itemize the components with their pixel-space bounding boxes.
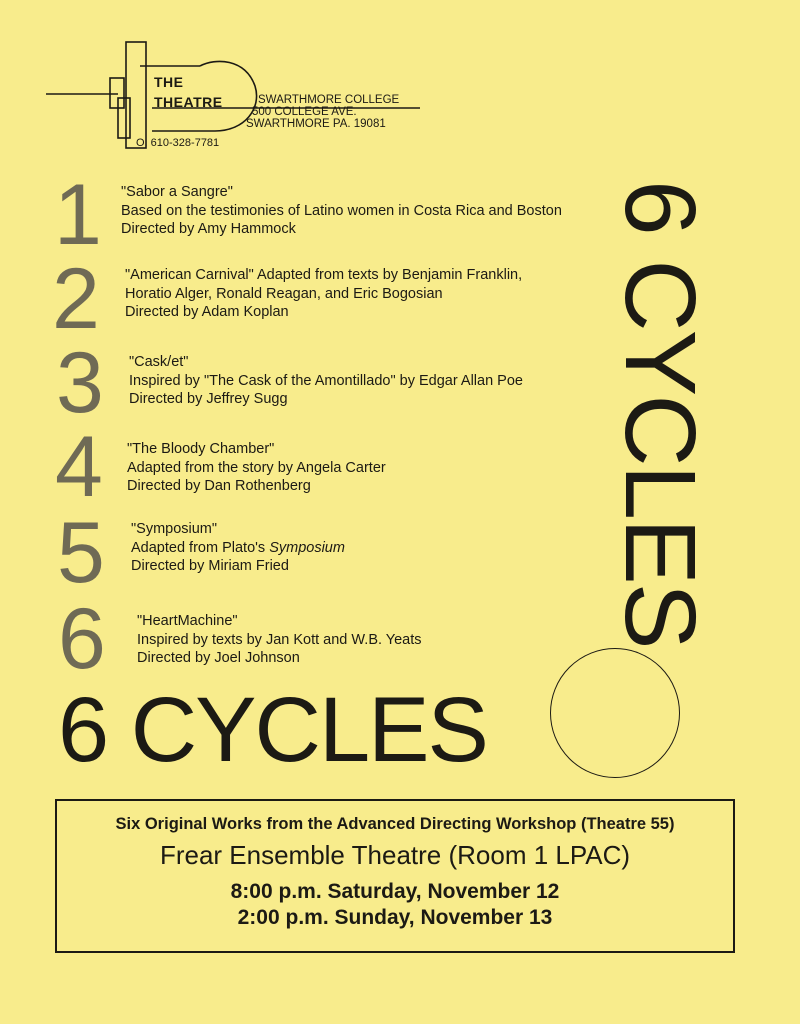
work-entry-5 xyxy=(131,520,345,576)
logo-line-theatre: THEATRE xyxy=(154,94,223,110)
work-description: Horatio Alger, Ronald Reagan, and Eric Bogosian xyxy=(125,285,443,302)
work-director: Directed by Adam Koplan xyxy=(125,304,289,320)
big-title: 6 CYCLES xyxy=(58,679,487,781)
work-description: Inspired by texts by Jan Kott and W.B. Yeats xyxy=(137,631,422,648)
theatre-logo xyxy=(40,36,420,156)
showtime-1: 8:00 p.m. Saturday, November 12 xyxy=(230,880,560,903)
address-line-3: SWARTHMORE PA. 19081 xyxy=(246,118,386,130)
work-number-3: 3 xyxy=(56,335,102,431)
circle-graphic xyxy=(550,648,680,778)
work-title: "American Carnival" Adapted from texts by Benjamin Franklin, xyxy=(125,267,523,283)
phone-number: O. 610-328-7781 xyxy=(136,137,220,149)
work-description: Based on the testimonies of Latino women in Costa Rica and Boston xyxy=(121,202,562,219)
work-title: "HeartMachine" xyxy=(137,613,238,629)
work-title: "Symposium" xyxy=(131,521,218,537)
event-info-box xyxy=(55,799,735,953)
work-description xyxy=(131,539,345,558)
work-title: "The Bloody Chamber" xyxy=(127,441,275,457)
work-director: Directed by Amy Hammock xyxy=(121,221,296,237)
work-number-2: 2 xyxy=(52,251,98,347)
work-director: Directed by Joel Johnson xyxy=(137,650,300,666)
address-line-2: 500 COLLEGE AVE. xyxy=(252,106,357,118)
work-director: Directed by Miriam Fried xyxy=(131,558,289,574)
logo-line-the: THE xyxy=(154,74,184,90)
work-entry-4 xyxy=(127,440,386,496)
workshop-description: Six Original Works from the Advanced Directing Workshop (Theatre 55) xyxy=(115,815,675,833)
work-description: Adapted from the story by Angela Carter xyxy=(127,459,386,476)
work-description: Inspired by "The Cask of the Amontillado" by Edgar Allan Poe xyxy=(129,372,523,389)
work-entry-2 xyxy=(125,266,522,322)
work-number-5: 5 xyxy=(57,505,103,601)
work-number-1: 1 xyxy=(54,167,100,263)
work-director: Directed by Dan Rothenberg xyxy=(127,478,311,494)
address-line-1: SWARTHMORE COLLEGE xyxy=(258,94,400,106)
work-entry-6 xyxy=(137,612,422,668)
work-number-6: 6 xyxy=(58,591,104,687)
work-title: "Cask/et" xyxy=(129,354,189,370)
venue: Frear Ensemble Theatre (Room 1 LPAC) xyxy=(159,840,631,870)
work-description-prefix: Adapted from Plato's xyxy=(131,539,270,556)
work-description-italic: Symposium xyxy=(269,539,345,556)
work-entry-1 xyxy=(121,183,562,239)
showtime-2: 2:00 p.m. Sunday, November 13 xyxy=(237,906,553,929)
work-director: Directed by Jeffrey Sugg xyxy=(129,391,288,407)
work-entry-3 xyxy=(129,353,523,409)
work-number-4: 4 xyxy=(55,419,101,515)
vertical-title: 6 CYCLES xyxy=(604,180,716,648)
work-title: "Sabor a Sangre" xyxy=(121,184,233,200)
